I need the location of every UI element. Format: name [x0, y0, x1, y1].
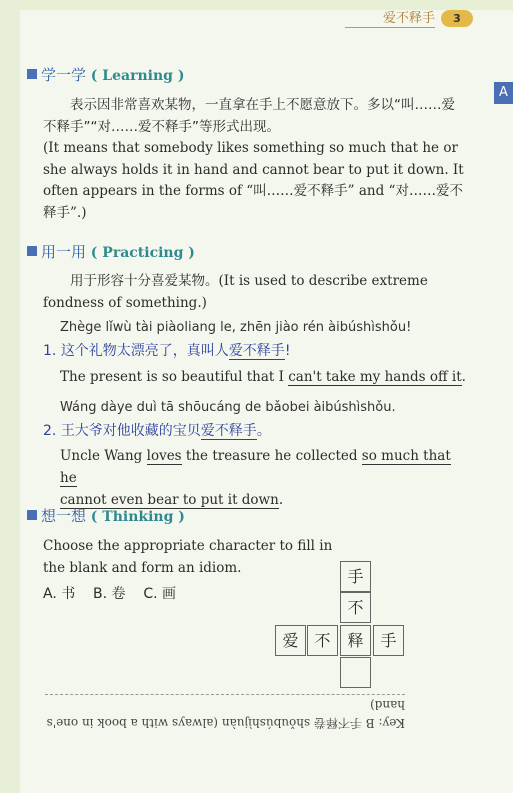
example-2-chinese [43, 420, 271, 440]
grid-cell: 手 [373, 625, 404, 656]
translation-text: the treasure he collected [181, 448, 362, 464]
example-1-pinyin: Zhège lǐwù tài piàoliang le, zhēn jiào rén àibúshìshǒu! [60, 320, 412, 335]
square-bullet-icon [27, 246, 37, 256]
edge-tab[interactable]: A [494, 82, 513, 104]
example-number: 1. [43, 343, 57, 359]
square-bullet-icon [27, 510, 37, 520]
grid-cell: 不 [307, 625, 338, 656]
grid-cell: 不 [340, 592, 371, 623]
practicing-heading-en: ( Practicing ) [90, 245, 195, 261]
learning-heading-cn: 学一学 [41, 66, 87, 84]
translation-text: The present is so beautiful that I [60, 369, 289, 385]
thinking-heading-cn: 想一想 [41, 507, 87, 525]
learning-heading [27, 64, 184, 85]
example-punct: 。 [256, 423, 271, 439]
thinking-prompt: Choose the appropriate character to fill in the blank and form an idiom. [43, 538, 333, 576]
example-number: 2. [43, 423, 57, 439]
translation-text: Uncle Wang [60, 448, 147, 464]
option-a[interactable]: A. 书 [43, 586, 76, 602]
blank-cell[interactable] [340, 657, 371, 688]
example-highlight: 爱不释手 [228, 343, 285, 359]
left-band [0, 0, 20, 793]
example-1-translation [60, 366, 470, 388]
translation-highlight: loves [146, 448, 182, 464]
page-number: 3 [441, 10, 473, 27]
option-c[interactable]: C. 画 [143, 586, 177, 602]
learning-heading-en: ( Learning ) [90, 68, 185, 84]
thinking-heading [27, 505, 185, 526]
option-b[interactable]: B. 卷 [93, 586, 126, 602]
header-title: 爱不释手 [382, 11, 435, 26]
grid-cell: 爱 [275, 625, 306, 656]
grid-cell: 手 [340, 561, 371, 592]
answer-key-upside-down: Key: B 手不释卷 shǒubúshìjuàn (always with a book in one's hand) [46, 698, 405, 730]
learning-body [43, 95, 468, 224]
learning-cn-text: 表示因非常喜欢某物，一直拿在手上不愿意放下。多以“叫……爱不释手”“对……爱不释手”等形式出现。 [43, 97, 455, 135]
header-rule [345, 27, 435, 28]
practicing-intro: 用于形容十分喜爱某物。(It is used to describe extreme fondness of something.) [43, 273, 428, 311]
thinking-options [43, 584, 243, 606]
learning-en-text: (It means that somebody likes something so much that he or she always holds it in hand and cannot bear to put it down. It often appears in the forms of “叫……爱不释手” and “对……爱不释手”.) [43, 140, 464, 221]
translation-punct: . [278, 492, 284, 508]
example-2-translation [60, 445, 470, 511]
translation-punct: . [461, 369, 466, 385]
example-text: 这个礼物太漂亮了，真叫人 [60, 343, 229, 359]
example-punct: ! [284, 343, 291, 359]
example-highlight: 爱不释手 [200, 423, 257, 439]
example-text: 王大爷对他收藏的宝贝 [60, 423, 201, 439]
example-2-pinyin: Wáng dàye duì tā shōucáng de bǎobei àibúshìshǒu. [60, 400, 396, 415]
practicing-heading [27, 241, 195, 262]
translation-highlight: can't take my hands off it [288, 369, 462, 385]
practicing-heading-cn: 用一用 [41, 243, 87, 261]
example-1-chinese [43, 340, 290, 360]
thinking-heading-en: ( Thinking ) [90, 509, 185, 525]
square-bullet-icon [27, 69, 37, 79]
page-header [345, 8, 475, 28]
translation-highlight: cannot even bear to put it down [60, 492, 279, 508]
grid-cell: 释 [340, 625, 371, 656]
translation-highlight: so much that he [60, 448, 451, 486]
key-divider [45, 694, 405, 695]
